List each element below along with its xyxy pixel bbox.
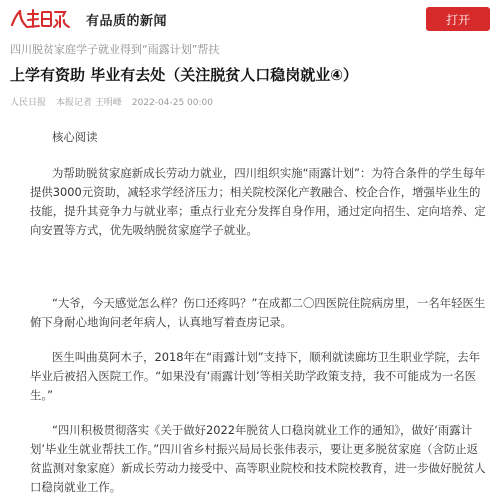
paragraph: “大爷，今天感觉怎么样？伤口还疼吗？”在成都二〇四医院住院病房里，一名年轻医生俯下身耐心地询问老年病人，认真地写着查房记录。 xyxy=(30,296,486,329)
paragraph: 为帮助脱贫家庭新成长劳动力就业，四川组织实施“雨露计划”：为符合条件的学生每年提供3000元资助，减轻求学经济压力；相关院校深化产教融合、校企合作，增强毕业生的技能，提升其竞争力与就业率；重点行业充分发挥自身作用，通过定向招生、定向培养、定向安置等方式，优先吸纳脱贫家庭学子就业。 xyxy=(30,166,486,237)
article-content xyxy=(0,38,500,497)
article-title: 上学有资助 毕业有去处（关注脱贫人口稳岗就业④） xyxy=(10,66,358,84)
open-app-button[interactable]: 打开 xyxy=(426,7,490,31)
digest-heading: 核心阅读 xyxy=(52,130,98,144)
article-meta xyxy=(10,96,490,110)
article-reporter: 本报记者 王明峰 xyxy=(56,98,122,108)
paragraph: 医生叫曲莫阿木子，2018年在“雨露计划”支持下，顺利就读廊坊卫生职业学院，去年毕业后被招入医院工作。“如果没有‘雨露计划’等相关助学政策支持，我不可能成为一名医生。” xyxy=(30,350,481,402)
article-subtitle: 四川脱贫家庭学子就业得到“雨露计划”帮扶 xyxy=(10,43,220,56)
paragraph: “四川积极贯彻落实《关于做好2022年脱贫人口稳岗就业工作的通知》，做好‘雨露计划’毕业生就业帮扶工作。”四川省乡村振兴局局长张伟表示，要让更多脱贫家庭（含防止返贫监测对象家庭）新成长劳动力接受中、高等职业院校和技术院校教育，进一步做好脱贫人口稳岗就业工作。 xyxy=(30,423,486,494)
app-header xyxy=(0,0,500,38)
article-body xyxy=(10,128,490,497)
logo-calligraphy-icon xyxy=(8,8,74,30)
article-date: 2022-04-25 00:00 xyxy=(131,98,213,108)
app-slogan: 有品质的新闻 xyxy=(86,13,168,29)
article-source: 人民日报 xyxy=(10,98,47,108)
peoples-daily-logo xyxy=(8,8,74,30)
